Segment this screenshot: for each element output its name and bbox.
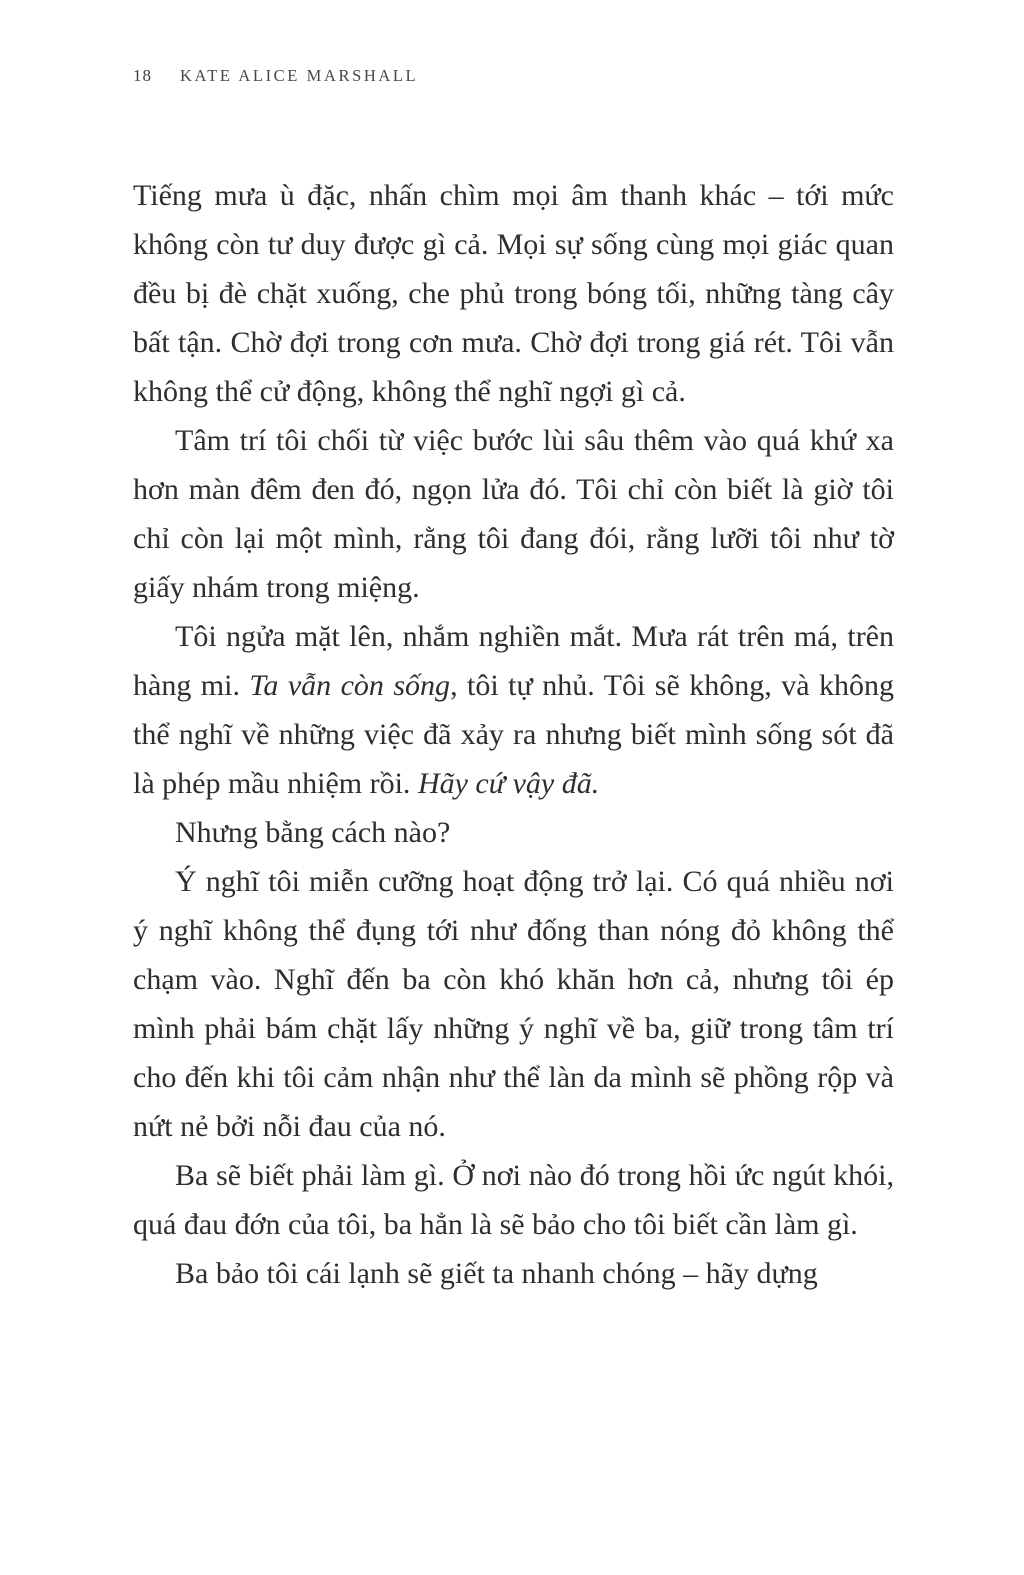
paragraph [133,612,894,808]
running-head-author: KATE ALICE MARSHALL [180,66,419,85]
paragraph [133,416,894,612]
text-run: Ý nghĩ tôi miễn cưỡng hoạt động trở lại. Có quá nhiều nơi ý nghĩ không thể đụng tới như đống than nóng đỏ không thể chạm vào. Nghĩ đến ba còn khó khăn hơn cả, nhưng tôi ép mình phải bám chặt lấy những ý nghĩ về ba, giữ trong tâm trí cho đến khi tôi cảm nhận như thể làn da mình sẽ phồng rộp và nứt nẻ bởi nỗi đau của nó. [133,865,894,1143]
paragraph [133,1249,894,1298]
text-run: Ba bảo tôi cái lạnh sẽ giết ta nhanh chóng – hãy dựng [175,1257,818,1290]
italic-text-run: Hãy cứ vậy đã. [417,767,600,800]
paragraph [133,808,894,857]
page-body [133,171,894,1298]
text-run: Tâm trí tôi chối từ việc bước lùi sâu thêm vào quá khứ xa hơn màn đêm đen đó, ngọn lửa đó. Tôi chỉ còn biết là giờ tôi chỉ còn lại một mình, rằng tôi đang đói, rằng lưỡi tôi như tờ giấy nhám trong miệng. [133,424,894,604]
text-run: Nhưng bằng cách nào? [175,816,451,849]
italic-text-run: Ta vẫn còn sống [249,669,451,702]
text-run: Tiếng mưa ù đặc, nhấn chìm mọi âm thanh khác – tới mức không còn tư duy được gì cả. Mọi sự sống cùng mọi giác quan đều bị đè chặt xuống, che phủ trong bóng tối, những tàng cây bất tận. Chờ đợi trong cơn mưa. Chờ đợi trong giá rét. Tôi vẫn không thể cử động, không thể nghĩ ngợi gì cả. [133,179,894,408]
text-run: Tôi ngửa mặt lên, nhắm nghiền mắt. Mưa rát trên má, trên hàng mi. [133,620,894,702]
text-run: Ba sẽ biết phải làm gì. Ở nơi nào đó trong hồi ức ngút khói, quá đau đớn của tôi, ba hẳn là sẽ bảo cho tôi biết cần làm gì. [133,1159,894,1241]
text-run: , tôi tự nhủ. Tôi sẽ không, và không thể nghĩ về những việc đã xảy ra nhưng biết mình sống sót đã là phép mầu nhiệm rồi. [133,669,894,800]
paragraph [133,171,894,416]
running-header [133,66,894,86]
paragraph [133,857,894,1151]
page-number: 18 [133,66,152,85]
paragraph [133,1151,894,1249]
